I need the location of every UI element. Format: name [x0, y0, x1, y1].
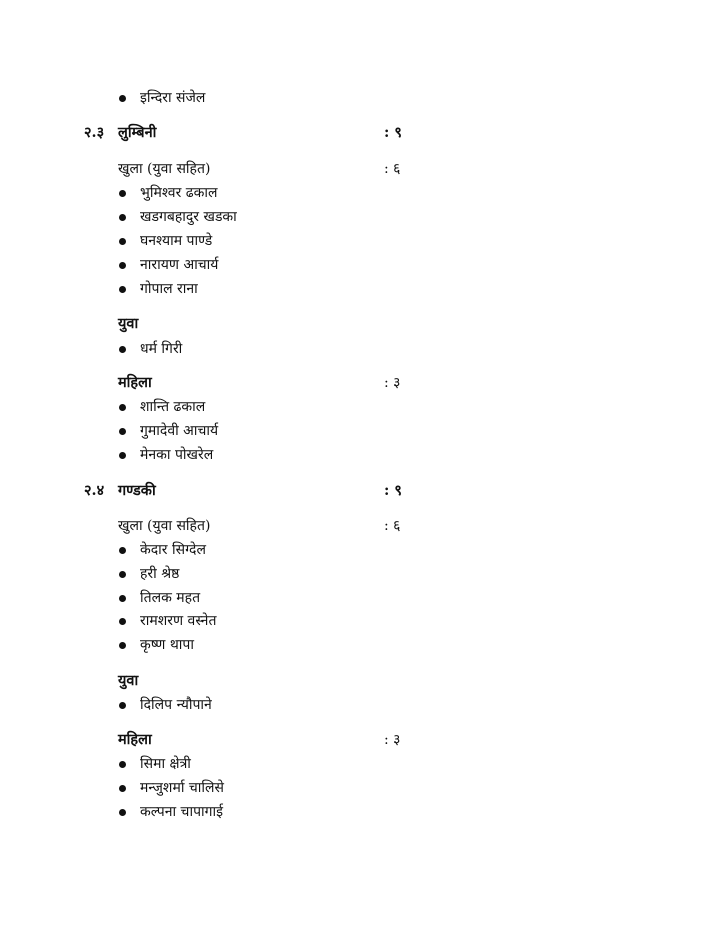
bullet-icon: [119, 785, 126, 792]
list-item: मेनका पोखरेल: [0, 445, 721, 465]
open-category-count: : ६: [384, 161, 401, 177]
bullet-icon: [119, 95, 126, 102]
list-item: इन्दिरा संजेल: [0, 88, 721, 108]
open-category-label: खुला (युवा सहित): [118, 518, 211, 534]
bullet-icon: [119, 547, 126, 554]
youth-category-label: युवा: [118, 315, 139, 332]
section-title: गण्डकी: [118, 482, 156, 499]
list-item: गुमादेवी आचार्य: [0, 421, 721, 441]
list-item: खडगबहादुर खडका: [0, 207, 721, 227]
list-item: रामशरण वस्नेत: [0, 611, 721, 631]
list-item: शान्ति ढकाल: [0, 397, 721, 417]
bullet-icon: [119, 190, 126, 197]
section-count: : ९: [384, 124, 402, 141]
youth-category-label: युवा: [118, 672, 139, 689]
bullet-icon: [119, 346, 126, 353]
bullet-icon: [119, 809, 126, 816]
bullet-icon: [119, 404, 126, 411]
section-number: २.४: [84, 482, 105, 499]
list-item: सिमा क्षेत्री: [0, 754, 721, 774]
list-item: तिलक महत: [0, 588, 721, 608]
list-item: दिलिप न्यौपाने: [0, 695, 721, 715]
bullet-icon: [119, 571, 126, 578]
open-category-count: : ६: [384, 518, 401, 534]
bullet-icon: [119, 618, 126, 625]
section-title: लुम्बिनी: [118, 124, 157, 141]
open-category-label: खुला (युवा सहित): [118, 161, 211, 177]
section-number: २.३: [84, 124, 105, 141]
bullet-icon: [119, 761, 126, 768]
list-item: कृष्ण थापा: [0, 635, 721, 655]
bullet-icon: [119, 214, 126, 221]
bullet-icon: [119, 702, 126, 709]
list-item: कल्पना चापागाई: [0, 802, 721, 822]
list-item: घनश्याम पाण्डे: [0, 231, 721, 251]
list-item: भुमिश्वर ढकाल: [0, 183, 721, 203]
bullet-icon: [119, 595, 126, 602]
list-item: मन्जुशर्मा चालिसे: [0, 778, 721, 798]
women-category-label: महिला: [118, 731, 152, 748]
bullet-icon: [119, 238, 126, 245]
list-item: नारायण आचार्य: [0, 255, 721, 275]
section-count: : ९: [384, 482, 402, 499]
list-item: धर्म गिरी: [0, 339, 721, 359]
women-category-count: : ३: [384, 732, 401, 748]
bullet-icon: [119, 428, 126, 435]
list-item: गोपाल राना: [0, 279, 721, 299]
bullet-icon: [119, 642, 126, 649]
women-category-count: : ३: [384, 375, 401, 391]
bullet-icon: [119, 262, 126, 269]
women-category-label: महिला: [118, 374, 152, 391]
list-item: हरी श्रेष्ठ: [0, 564, 721, 584]
list-item: केदार सिग्देल: [0, 540, 721, 560]
bullet-icon: [119, 286, 126, 293]
bullet-icon: [119, 452, 126, 459]
